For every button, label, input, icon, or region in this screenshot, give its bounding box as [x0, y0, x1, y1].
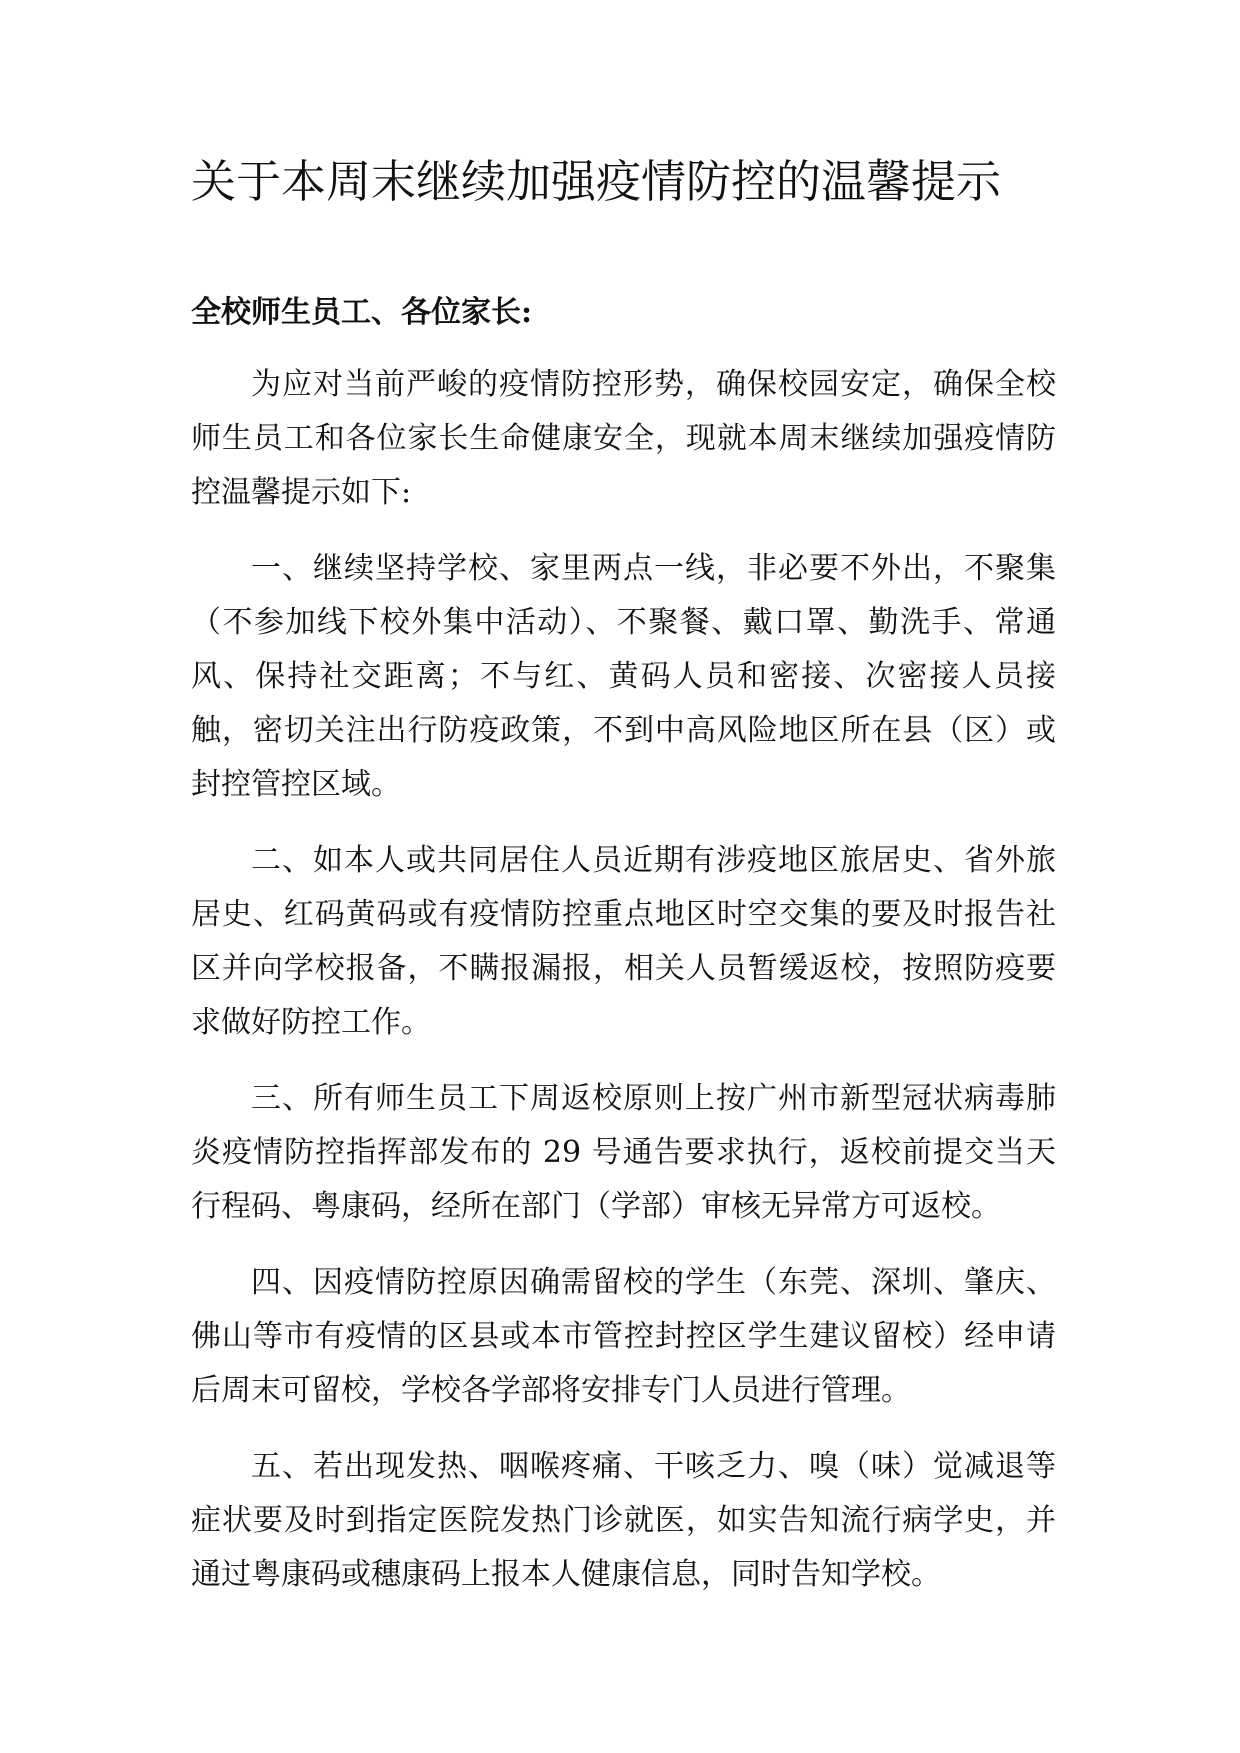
item-paragraph-2: 二、如本人或共同居住人员近期有涉疫地区旅居史、省外旅居史、红码黄码或有疫情防控重点地区时空交集的要及时报告社区并向学校报备，不瞒报漏报，相关人员暂缓返校，按照防疫要求做好防控工作。 — [191, 843, 1056, 1040]
document-body — [191, 286, 1056, 1602]
document-title: 关于本周末继续加强疫情防控的温馨提示 — [191, 155, 1002, 208]
intro-paragraph: 为应对当前严峻的疫情防控形势，确保校园安定，确保全校师生员工和各位家长生命健康安全，现就本周末继续加强疫情防控温馨提示如下: — [191, 367, 1056, 510]
item-paragraph-1: 一、继续坚持学校、家里两点一线，非必要不外出，不聚集（不参加线下校外集中活动）、不聚餐、戴口罩、勤洗手、常通风、保持社交距离；不与红、黄码人员和密接、次密接人员接触，密切关注出行防疫政策，不到中高风险地区所在县（区）或封控管控区域。 — [191, 551, 1056, 802]
salutation: 全校师生员工、各位家长: — [191, 295, 533, 330]
item-paragraph-5: 五、若出现发热、咽喉疼痛、干咳乏力、嗅（味）觉减退等症状要及时到指定医院发热门诊就医，如实告知流行病学史，并通过粤康码或穗康码上报本人健康信息，同时告知学校。 — [191, 1449, 1056, 1592]
item-paragraph-3: 三、所有师生员工下周返校原则上按广州市新型冠状病毒肺炎疫情防控指挥部发布的 29 号通告要求执行，返校前提交当天行程码、粤康码，经所在部门（学部）审核无异常方可返校。 — [191, 1081, 1056, 1224]
item-paragraph-4: 四、因疫情防控原因确需留校的学生（东莞、深圳、肇庆、佛山等市有疫情的区县或本市管控封控区学生建议留校）经申请后周末可留校，学校各学部将安排专门人员进行管理。 — [191, 1265, 1056, 1408]
